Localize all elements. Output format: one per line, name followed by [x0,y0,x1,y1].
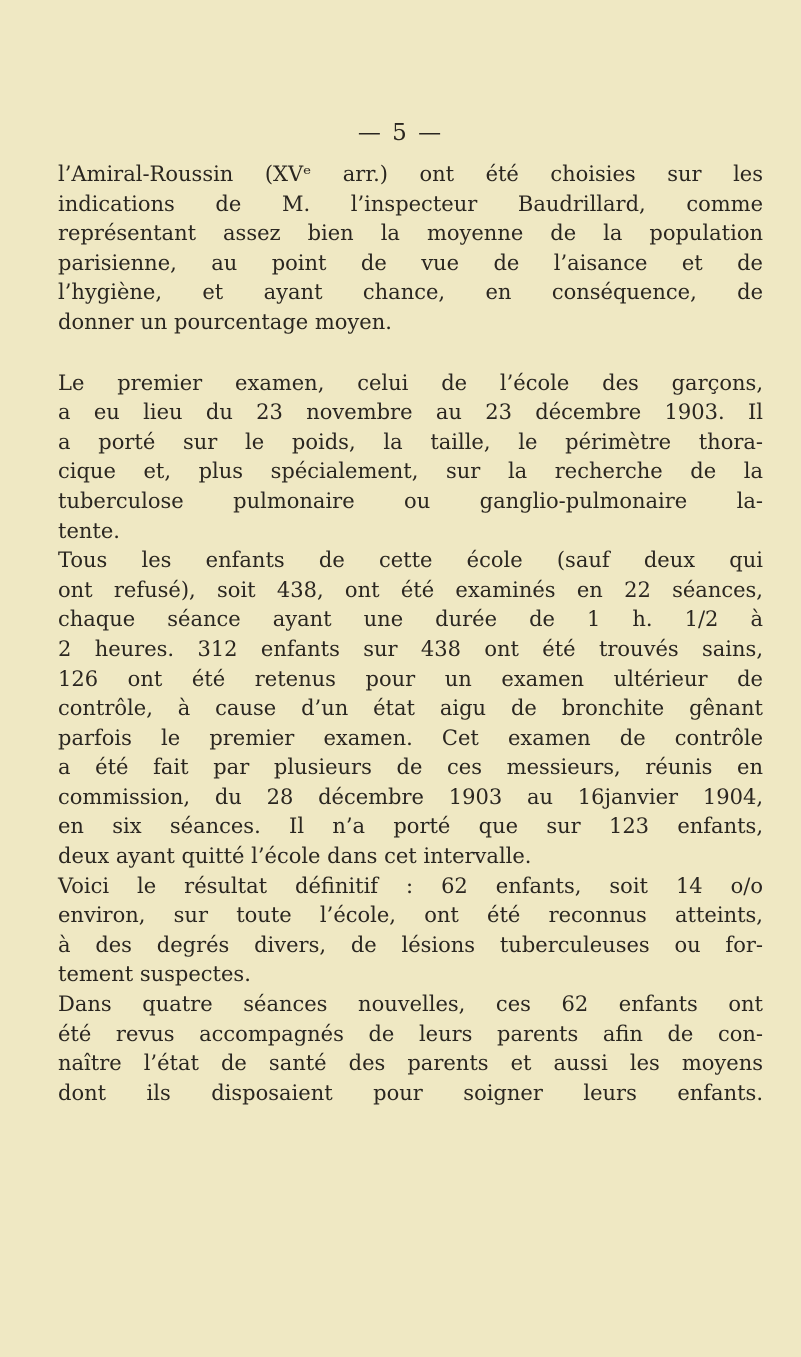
text-line: chaque séance ayant une durée de 1 h. 1/2 à [58,607,763,632]
text-line: tente. [58,518,120,543]
text-line: Dans quatre séances nouvelles, ces 62 enfants ont [58,992,763,1017]
text-line: donner un pourcentage moyen. [58,309,392,334]
text-line: deux ayant quitté l’école dans cet intervalle. [58,844,532,869]
text-line: 2 heures. 312 enfants sur 438 ont été trouvés sains, [58,636,763,661]
body-text [58,160,763,1108]
text-line: contrôle, à cause d’un état aigu de bronchite gênant [58,696,763,721]
paragraph [58,990,763,1108]
text-line: en six séances. Il n’a porté que sur 123 enfants, [58,814,763,839]
text-line: représentant assez bien la moyenne de la population [58,221,763,246]
text-line: indications de M. l’inspecteur Baudrillard, comme [58,191,763,216]
text-line: parfois le premier examen. Cet examen de contrôle [58,725,763,750]
text-line: l’hygiène, et ayant chance, en conséquence, de [58,280,763,305]
text-line: a été fait par plusieurs de ces messieurs, réunis en [58,755,763,780]
paragraph [58,369,763,547]
text-line: environ, sur toute l’école, ont été reconnus atteints, [58,903,763,928]
paragraph [58,872,763,990]
text-line: tuberculose pulmonaire ou ganglio-pulmonaire la- [58,488,763,513]
text-line: été revus accompagnés de leurs parents afin de con- [58,1021,763,1046]
text-line: cique et, plus spécialement, sur la recherche de la [58,459,763,484]
text-line: parisienne, au point de vue de l’aisance et de [58,250,763,275]
text-line: Voici le résultat définitif : 62 enfants, soit 14 o/o [58,873,763,898]
text-line: a eu lieu du 23 novembre au 23 décembre 1903. Il [58,400,763,425]
text-line: tement suspectes. [58,962,251,987]
text-line: commission, du 28 décembre 1903 au 16janvier 1904, [58,784,763,809]
text-line: à des degrés divers, de lésions tuberculeuses ou for- [58,932,763,957]
text-line: Tous les enfants de cette école (sauf deux qui [58,548,763,573]
text-line: ont refusé), soit 438, ont été examinés en 22 séances, [58,577,763,602]
page-number: — 5 — [357,120,444,146]
text-line: 126 ont été retenus pour un examen ultérieur de [58,666,763,691]
text-line: a porté sur le poids, la taille, le périmètre thora- [58,429,763,454]
paragraph [58,160,763,338]
text-line: dont ils disposaient pour soigner leurs enfants. [58,1080,763,1105]
text-line: naître l’état de santé des parents et aussi les moyens [58,1051,763,1076]
paragraph [58,546,763,872]
text-line: Le premier examen, celui de l’école des garçons, [58,370,763,395]
text-line: l’Amiral-Roussin (XVᵉ arr.) ont été choisies sur les [58,162,763,186]
